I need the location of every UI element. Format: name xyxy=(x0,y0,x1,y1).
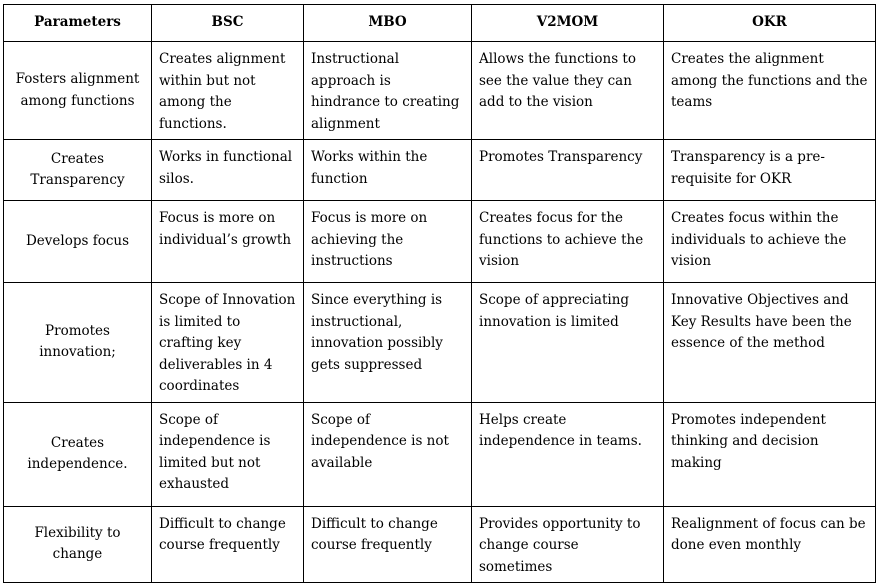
header-row xyxy=(4,5,876,42)
bsc-cell: Works in functional silos. xyxy=(152,140,304,201)
bsc-cell: Creates alignment within but not among the functions. xyxy=(152,42,304,140)
bsc-cell: Scope of independence is limited but not exhausted xyxy=(152,402,304,506)
v2mom-cell: Scope of appreciating innovation is limited xyxy=(472,283,664,403)
v2mom-cell: Provides opportunity to change course sometimes xyxy=(472,506,664,583)
table-row xyxy=(4,402,876,506)
v2mom-cell: Allows the functions to see the value they can add to the vision xyxy=(472,42,664,140)
table-row xyxy=(4,506,876,583)
parameter-cell: Fosters alignment among functions xyxy=(4,42,152,140)
parameter-cell: Creates independence. xyxy=(4,402,152,506)
parameter-cell: Develops focus xyxy=(4,201,152,283)
okr-cell: Innovative Objectives and Key Results have been the essence of the method xyxy=(664,283,876,403)
mbo-cell: Scope of independence is not available xyxy=(304,402,472,506)
v2mom-cell: Creates focus for the functions to achieve the vision xyxy=(472,201,664,283)
table-row xyxy=(4,42,876,140)
bsc-cell: Scope of Innovation is limited to crafting key deliverables in 4 coordinates xyxy=(152,283,304,403)
table-row xyxy=(4,140,876,201)
v2mom-cell: Helps create independence in teams. xyxy=(472,402,664,506)
parameter-cell: Promotes innovation; xyxy=(4,283,152,403)
table-row xyxy=(4,201,876,283)
okr-cell: Transparency is a pre-requisite for OKR xyxy=(664,140,876,201)
header-bsc: BSC xyxy=(152,5,304,42)
okr-cell: Realignment of focus can be done even monthly xyxy=(664,506,876,583)
bsc-cell: Focus is more on individual’s growth xyxy=(152,201,304,283)
header-v2mom: V2MOM xyxy=(472,5,664,42)
header-okr: OKR xyxy=(664,5,876,42)
mbo-cell: Works within the function xyxy=(304,140,472,201)
comparison-table xyxy=(3,4,876,583)
header-parameters: Parameters xyxy=(4,5,152,42)
okr-cell: Promotes independent thinking and decision making xyxy=(664,402,876,506)
parameter-cell: Creates Transparency xyxy=(4,140,152,201)
okr-cell: Creates focus within the individuals to achieve the vision xyxy=(664,201,876,283)
bsc-cell: Difficult to change course frequently xyxy=(152,506,304,583)
table-row xyxy=(4,283,876,403)
header-mbo: MBO xyxy=(304,5,472,42)
okr-cell: Creates the alignment among the functions and the teams xyxy=(664,42,876,140)
mbo-cell: Instructional approach is hindrance to creating alignment xyxy=(304,42,472,140)
mbo-cell: Focus is more on achieving the instructions xyxy=(304,201,472,283)
mbo-cell: Difficult to change course frequently xyxy=(304,506,472,583)
mbo-cell: Since everything is instructional, innovation possibly gets suppressed xyxy=(304,283,472,403)
v2mom-cell: Promotes Transparency xyxy=(472,140,664,201)
parameter-cell: Flexibility to change xyxy=(4,506,152,583)
